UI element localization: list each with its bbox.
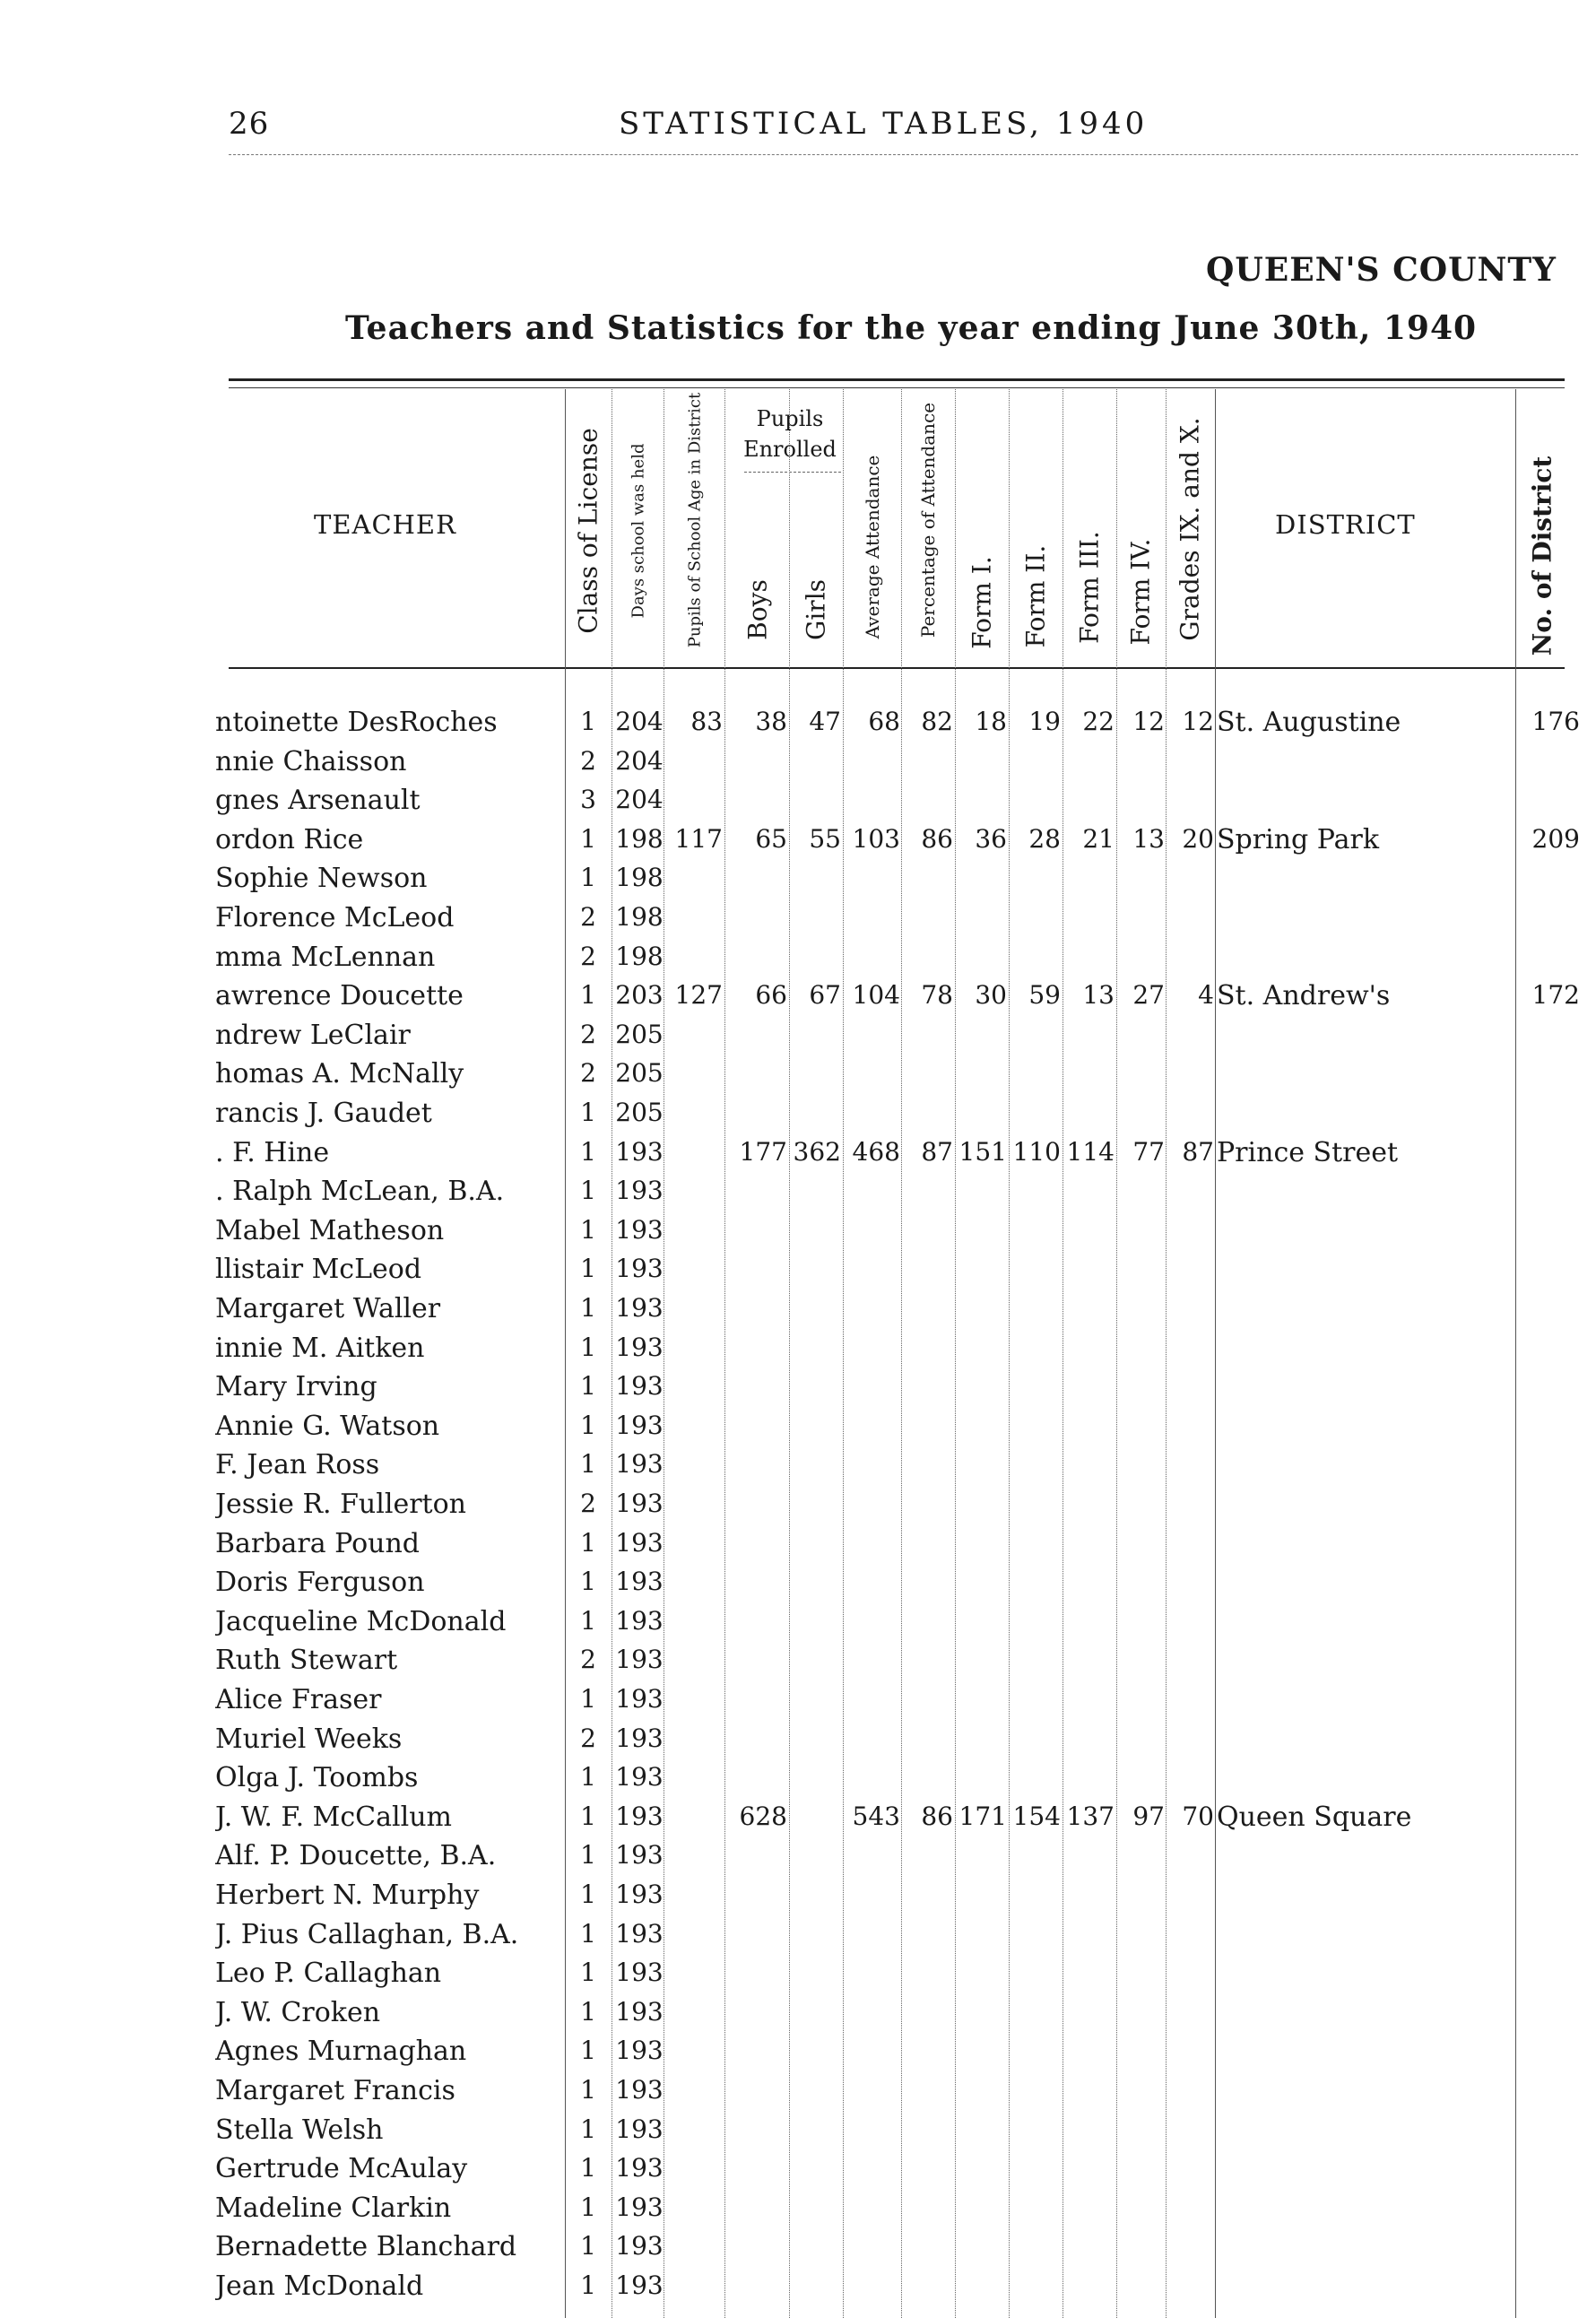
district-name: Prince Street	[1217, 1136, 1399, 1168]
cell-days: 198	[615, 941, 664, 971]
cell-license: 1	[580, 1918, 596, 1949]
cell-gr: 87	[1182, 1136, 1214, 1167]
cell-girls: 67	[809, 980, 841, 1011]
header-average-attendance: Average Attendance	[862, 455, 883, 639]
header-form3: Form III.	[1074, 531, 1105, 644]
cell-f2: 28	[1028, 823, 1061, 854]
header-form1: Form I.	[967, 556, 997, 649]
header-no-district: No. of District	[1527, 456, 1557, 656]
cell-boys: 66	[755, 980, 787, 1011]
district-name: Spring Park	[1217, 823, 1379, 855]
cell-license: 2	[580, 1058, 596, 1089]
cell-f3: 13	[1082, 980, 1115, 1011]
cell-gr: 70	[1182, 1801, 1214, 1831]
cell-boys: 38	[755, 707, 787, 736]
cell-license: 2	[580, 941, 596, 971]
cell-days: 193	[615, 1762, 664, 1793]
cell-f3: 137	[1066, 1801, 1115, 1831]
teacher-name: Madeline Clarkin	[215, 2192, 452, 2224]
page-number: 26	[229, 106, 270, 142]
cell-days: 193	[615, 1332, 664, 1362]
cell-days: 193	[615, 1801, 664, 1831]
cell-license: 1	[580, 1293, 596, 1323]
cell-f3: 114	[1066, 1136, 1115, 1167]
header-class-of-license: Class of License	[573, 428, 603, 634]
cell-license: 1	[580, 1176, 596, 1206]
teacher-name: Sophie Newson	[215, 863, 428, 895]
cell-license: 1	[580, 1840, 596, 1871]
cell-f2: 59	[1028, 980, 1061, 1011]
cell-license: 2	[580, 902, 596, 932]
cell-f2: 19	[1028, 707, 1061, 736]
cell-pct: 78	[921, 980, 953, 1011]
cell-f2: 154	[1012, 1801, 1061, 1831]
header-pupils-school-age: Pupils of School Age in District	[685, 392, 705, 648]
header-rule-bottom	[229, 667, 1565, 669]
column-divider	[843, 389, 844, 2318]
cell-f1: 18	[975, 707, 1007, 736]
cell-days: 193	[615, 1527, 664, 1558]
cell-license: 1	[580, 1214, 596, 1245]
teacher-name: awrence Doucette	[215, 980, 464, 1012]
cell-license: 1	[580, 1996, 596, 2027]
cell-days: 193	[615, 1840, 664, 1871]
cell-f3: 21	[1082, 823, 1115, 854]
cell-f4: 13	[1132, 823, 1165, 854]
teacher-name: Olga J. Toombs	[215, 1762, 419, 1794]
teacher-name: Muriel Weeks	[215, 1723, 403, 1755]
cell-license: 1	[580, 1527, 596, 1558]
county-title: QUEEN'S COUNTY	[1206, 251, 1557, 289]
cell-license: 1	[580, 1332, 596, 1362]
teacher-name: mma McLennan	[215, 941, 436, 973]
header-girls: Girls	[801, 578, 831, 641]
column-divider	[1215, 389, 1216, 2318]
cell-license: 1	[580, 1762, 596, 1793]
teacher-name: rancis J. Gaudet	[215, 1098, 432, 1129]
cell-avg: 543	[852, 1801, 900, 1831]
cell-license: 3	[580, 785, 596, 815]
cell-days: 193	[615, 1176, 664, 1206]
cell-avg: 68	[868, 707, 900, 736]
cell-days: 193	[615, 2231, 664, 2262]
header-form4: Form IV.	[1125, 538, 1156, 646]
column-divider	[955, 389, 956, 2318]
cell-days: 193	[615, 1605, 664, 1636]
teacher-name: Herbert N. Murphy	[215, 1880, 480, 1911]
cell-license: 1	[580, 1254, 596, 1284]
cell-f1: 36	[975, 823, 1007, 854]
cell-license: 1	[580, 2114, 596, 2144]
teacher-name: llistair McLeod	[215, 1254, 422, 1286]
header-percentage-attendance: Percentage of Attendance	[917, 402, 939, 638]
cell-license: 1	[580, 823, 596, 854]
cell-license: 2	[580, 1723, 596, 1753]
teacher-name: Jessie R. Fullerton	[215, 1489, 466, 1520]
cell-f2: 110	[1012, 1136, 1061, 1167]
cell-no: 176	[1531, 707, 1580, 736]
cell-license: 1	[580, 2153, 596, 2183]
cell-license: 2	[580, 745, 596, 776]
cell-days: 204	[615, 785, 664, 815]
cell-days: 193	[615, 1684, 664, 1714]
cell-days: 198	[615, 863, 664, 893]
cell-days: 193	[615, 1958, 664, 1988]
cell-boys: 65	[755, 823, 787, 854]
teacher-name: Alf. P. Doucette, B.A.	[215, 1840, 497, 1872]
teacher-name: . F. Hine	[215, 1136, 330, 1168]
cell-license: 1	[580, 2270, 596, 2300]
cell-license: 2	[580, 1489, 596, 1518]
cell-license: 1	[580, 1410, 596, 1440]
teacher-name: J. W. F. McCallum	[215, 1801, 452, 1833]
cell-license: 1	[580, 1567, 596, 1597]
cell-license: 1	[580, 2075, 596, 2105]
cell-license: 1	[580, 1684, 596, 1714]
cell-days: 193	[615, 1645, 664, 1675]
cell-days: 193	[615, 1214, 664, 1245]
cell-license: 1	[580, 1605, 596, 1636]
cell-days: 193	[615, 2036, 664, 2066]
cell-pct: 87	[921, 1136, 953, 1167]
cell-pct: 82	[921, 707, 953, 736]
teacher-name: Jean McDonald	[215, 2270, 424, 2302]
running-head: STATISTICAL TABLES, 1940	[619, 106, 1149, 142]
cell-f4: 97	[1132, 1801, 1165, 1831]
cell-pct: 86	[921, 823, 953, 854]
cell-days: 193	[615, 1293, 664, 1323]
cell-avg: 104	[852, 980, 900, 1011]
cell-license: 1	[580, 2231, 596, 2262]
teacher-name: Agnes Murnaghan	[215, 2036, 467, 2068]
cell-school-age: 83	[690, 707, 723, 736]
cell-days: 193	[615, 1410, 664, 1440]
teacher-name: Jacqueline McDonald	[215, 1605, 507, 1637]
cell-boys: 628	[739, 1801, 787, 1831]
column-divider	[1116, 389, 1117, 2318]
header-pupils-enrolled: Pupils Enrolled	[743, 406, 837, 462]
column-divider	[901, 389, 902, 2318]
cell-license: 1	[580, 707, 596, 736]
cell-girls: 362	[793, 1136, 841, 1167]
top-rule	[229, 154, 1578, 155]
cell-license: 1	[580, 2036, 596, 2066]
column-divider	[1515, 389, 1516, 2318]
cell-days: 205	[615, 1019, 664, 1049]
teacher-name: Bernadette Blanchard	[215, 2231, 517, 2263]
cell-days: 198	[615, 823, 664, 854]
cell-license: 1	[580, 1880, 596, 1909]
teacher-name: . Ralph McLean, B.A.	[215, 1176, 505, 1208]
cell-school-age: 127	[674, 980, 723, 1011]
cell-days: 193	[615, 1449, 664, 1480]
cell-days: 193	[615, 2153, 664, 2183]
teacher-name: Ruth Stewart	[215, 1645, 398, 1677]
cell-license: 1	[580, 1958, 596, 1988]
teacher-name: ndrew LeClair	[215, 1019, 411, 1051]
cell-school-age: 117	[674, 823, 723, 854]
teacher-name: ordon Rice	[215, 823, 364, 855]
cell-pct: 86	[921, 1801, 953, 1831]
header-rule-thin	[229, 387, 1565, 388]
cell-license: 1	[580, 1371, 596, 1402]
teacher-name: Gertrude McAulay	[215, 2153, 468, 2185]
header-days-school-held: Days school was held	[629, 443, 648, 619]
cell-gr: 12	[1182, 707, 1214, 736]
teacher-name: innie M. Aitken	[215, 1332, 425, 1364]
header-grades: Grades IX. and X.	[1175, 417, 1205, 641]
teacher-name: Leo P. Callaghan	[215, 1958, 442, 1990]
teacher-name: homas A. McNally	[215, 1058, 464, 1090]
column-divider	[1166, 389, 1167, 2318]
cell-no: 172	[1531, 980, 1580, 1011]
cell-avg: 468	[852, 1136, 900, 1167]
district-name: St. Augustine	[1217, 707, 1401, 738]
cell-license: 1	[580, 980, 596, 1011]
cell-days: 203	[615, 980, 664, 1011]
cell-no: 209	[1531, 823, 1580, 854]
cell-f4: 77	[1132, 1136, 1165, 1167]
cell-days: 193	[615, 2075, 664, 2105]
column-divider	[789, 389, 790, 2318]
teacher-name: Barbara Pound	[215, 1527, 421, 1559]
teacher-name: Alice Fraser	[215, 1684, 382, 1715]
cell-license: 2	[580, 1645, 596, 1675]
header-rule-thick	[229, 378, 1565, 381]
column-divider	[724, 389, 725, 2318]
cell-days: 193	[615, 1371, 664, 1402]
cell-license: 1	[580, 1136, 596, 1167]
cell-license: 1	[580, 2192, 596, 2222]
cell-f4: 27	[1132, 980, 1165, 1011]
cell-days: 204	[615, 745, 664, 776]
teacher-name: Margaret Francis	[215, 2075, 455, 2106]
cell-days: 193	[615, 2270, 664, 2300]
cell-days: 193	[615, 1880, 664, 1909]
cell-days: 205	[615, 1098, 664, 1127]
cell-f1: 151	[958, 1136, 1007, 1167]
cell-f3: 22	[1082, 707, 1115, 736]
teacher-name: Margaret Waller	[215, 1293, 441, 1324]
cell-license: 1	[580, 1449, 596, 1480]
cell-gr: 4	[1198, 980, 1214, 1011]
teacher-name: J. W. Croken	[215, 1996, 381, 2028]
cell-days: 205	[615, 1058, 664, 1089]
cell-license: 2	[580, 1019, 596, 1049]
cell-girls: 55	[809, 823, 841, 854]
cell-license: 1	[580, 1801, 596, 1831]
header-boys: Boys	[742, 579, 773, 640]
teacher-name: F. Jean Ross	[215, 1449, 380, 1481]
teacher-name: Mabel Matheson	[215, 1214, 445, 1246]
cell-days: 193	[615, 1567, 664, 1597]
table-subtitle: Teachers and Statistics for the year ending June 30th, 1940	[345, 309, 1478, 347]
header-form2: Form II.	[1020, 544, 1051, 648]
teacher-name: Mary Irving	[215, 1371, 377, 1403]
cell-days: 193	[615, 1254, 664, 1284]
pupils-enrolled-rule	[744, 472, 841, 473]
header-district: DISTRICT	[1275, 509, 1416, 540]
cell-boys: 177	[739, 1136, 787, 1167]
teacher-name: gnes Arsenault	[215, 785, 421, 817]
cell-days: 193	[615, 2114, 664, 2144]
cell-license: 1	[580, 1098, 596, 1127]
teacher-name: Doris Ferguson	[215, 1567, 425, 1599]
district-name: St. Andrew's	[1217, 980, 1391, 1012]
cell-days: 193	[615, 1723, 664, 1753]
column-divider	[1009, 389, 1010, 2318]
cell-avg: 103	[852, 823, 900, 854]
teacher-name: Florence McLeod	[215, 902, 455, 933]
cell-days: 193	[615, 1996, 664, 2027]
cell-f1: 171	[958, 1801, 1007, 1831]
cell-days: 193	[615, 1136, 664, 1167]
cell-f1: 30	[975, 980, 1007, 1011]
cell-days: 204	[615, 707, 664, 736]
cell-f4: 12	[1132, 707, 1165, 736]
cell-days: 193	[615, 1489, 664, 1518]
teacher-name: J. Pius Callaghan, B.A.	[215, 1918, 519, 1950]
teacher-name: nnie Chaisson	[215, 745, 407, 777]
cell-days: 198	[615, 902, 664, 932]
cell-days: 193	[615, 1918, 664, 1949]
teacher-name: Stella Welsh	[215, 2114, 384, 2146]
cell-gr: 20	[1182, 823, 1214, 854]
teacher-name: Annie G. Watson	[215, 1410, 440, 1442]
cell-license: 1	[580, 863, 596, 893]
district-name: Queen Square	[1217, 1801, 1412, 1833]
cell-girls: 47	[809, 707, 841, 736]
teacher-name: ntoinette DesRoches	[215, 707, 498, 738]
header-teacher: TEACHER	[314, 509, 456, 540]
cell-days: 193	[615, 2192, 664, 2222]
